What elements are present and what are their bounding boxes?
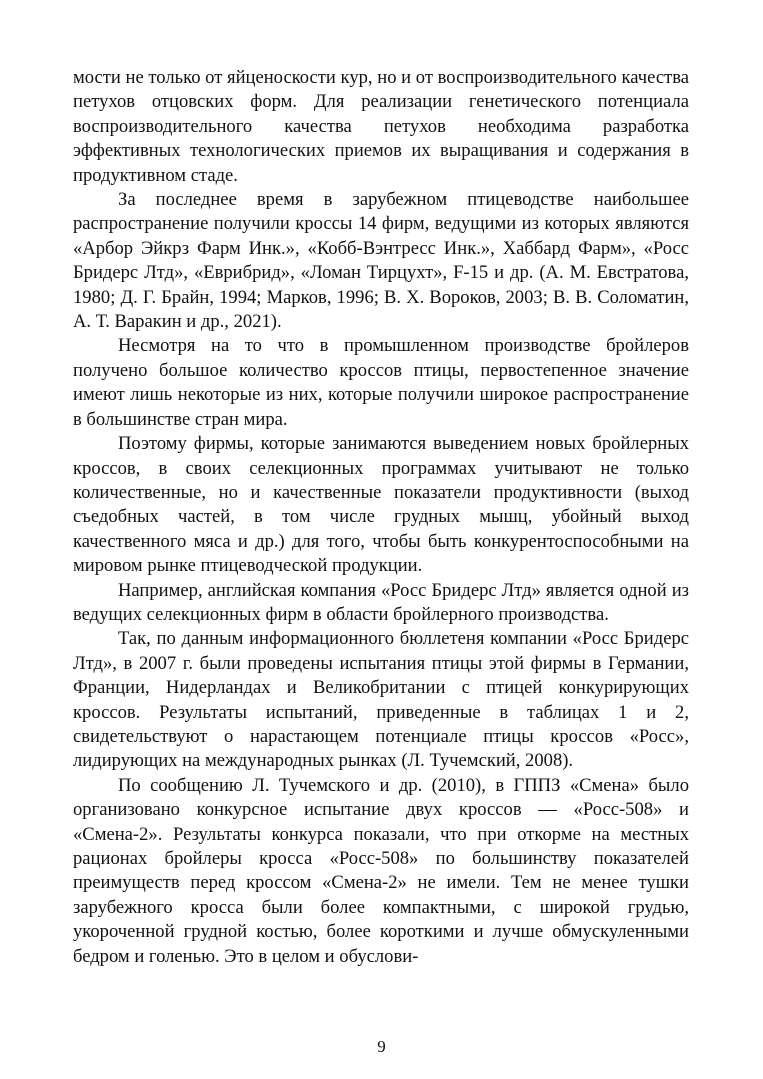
paragraph-industrial-production: Несмотря на то что в промышленном производстве бройлеров получено большое количество кроссов птицы, первостепенное значение имеют лишь некоторые из них, которые получили широкое распространение в большинстве стран мира. [73, 335, 689, 430]
paragraph-bulletin-trials: Так, по данным информационного бюллетеня компании «Росс Бридерс Лтд», в 2007 г. были проведены испытания птицы этой фирмы в Германии, Франции, Нидерландах и Великобритании с птицей конкурирующих кроссов. Результаты испытаний, приведенные в таблицах 1 и 2, свидетельствуют о нарастающем потенциале птицы кроссов «Росс», лидирующих на международных рынках (Л. Тучемский, 2008). [73, 628, 689, 772]
page-body [73, 66, 689, 969]
paragraph-foreign-crosses: За последнее время в зарубежном птицеводстве наибольшее распространение получили кроссы 14 фирм, ведущими из которых являются «Арбор Эйкрз Фарм Инк.», «Кобб-Вэнтресс Инк.», Хаббард Фарм», «Росс Бридерс Лтд», «Еврибрид», «Ломан Тирцухт», F-15 и др. (А. М. Евстратова, 1980; Д. Г. Брайн, 1994; Марков, 1996; В. Х. Вороков, 2003; В. В. Соломатин, А. Т. Варакин и др., 2021). [73, 189, 689, 333]
page-number: 9 [377, 1037, 386, 1056]
paragraph-breeding-programs: Поэтому фирмы, которые занимаются выведением новых бройлерных кроссов, в своих селекционных программах учитывают не только количественные, но и качественные показатели продуктивности (выход съедобных частей, в том числе грудных мышц, убойный выход качественного мяса и др.) для того, чтобы быть конкурентоспособными на мировом рынке птицеводческой продукции. [73, 433, 689, 577]
paragraph-continuation: мости не только от яйценоскости кур, но и от воспроизводительного качества петухов отцовских форм. Для реализации генетического потенциала воспроизводительного качества петухов необходима разработка эффективных технологических приемов их выращивания и содержания в продуктивном стаде. [73, 67, 689, 186]
paragraph-ross-breeders: Например, английская компания «Росс Бридерс Лтд» является одной из ведущих селекционных фирм в области бройлерного производства. [73, 579, 689, 625]
paragraph-smena-contest: По сообщению Л. Тучемского и др. (2010), в ГППЗ «Смена» было организовано конкурсное испытание двух кроссов — «Росс-508» и «Смена-2». Результаты конкурса показали, что при откорме на местных рационах бройлеры кросса «Росс-508» по большинству показателей преимуществ перед кроссом «Смена-2» не имели. Тем не менее тушки зарубежного кросса были более компактными, с широкой грудью, укороченной грудной костью, более короткими и лучше обмускуленными бедром и голенью. Это в целом и обуслови- [73, 774, 689, 967]
